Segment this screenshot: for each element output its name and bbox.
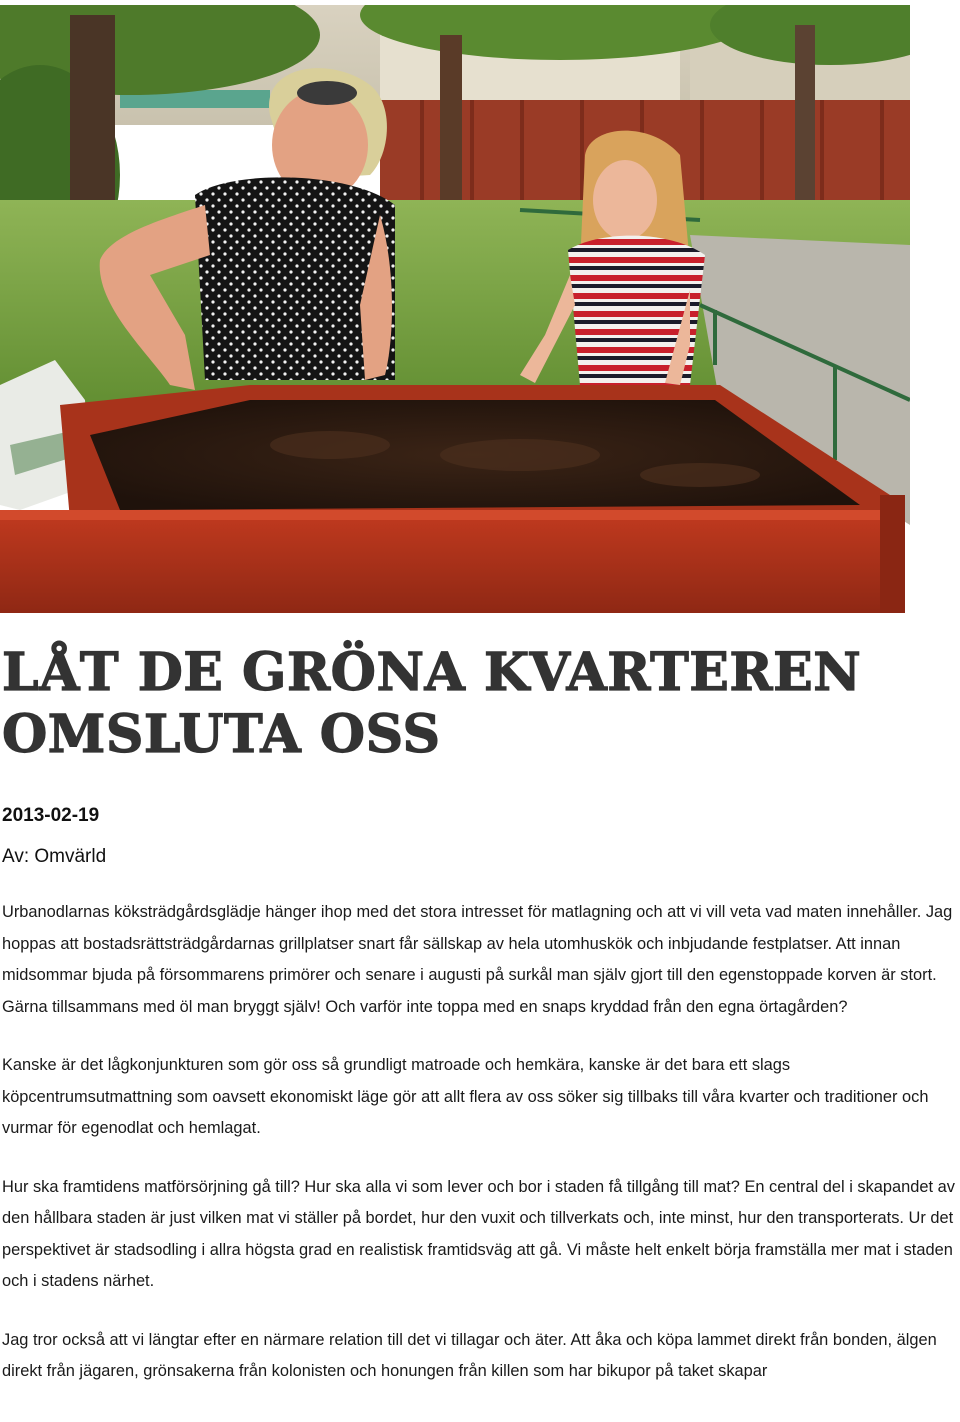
paragraph: Jag tror också att vi längtar efter en närmare relation till det vi tillagar och äter. Att åka och köpa lammet direkt från bonden, älgen direkt från jägaren, grönsakerna från kolonisten och honungen från killen som har bikupor på taket skapar	[2, 1330, 937, 1380]
article-title: LÅT DE GRÖNA KVARTEREN OMSLUTA OSS	[2, 642, 862, 765]
paragraph: Urbanodlarnas köksträdgårdsglädje hänger ihop med det stora intresset för matlagning och att vi vill veta vad maten innehåller. Jag hoppas att bostadsrättsträdgårdarnas grillplatser snart får sällskap av hela utomhuskök och inbjudande festplatser. Att innan midsommar bjuda på försommarens primörer och senare i augusti på surkål man själv gjort till den egenstoppade korven är stort. Gärna tillsammans med öl man bryggt själv! Och varför inte toppa med en snaps kryddad från den egna örtagården?	[2, 903, 953, 1016]
article-date: 2013-02-19	[2, 805, 100, 826]
article-body	[2, 897, 958, 1415]
article-author: Av: Omvärld	[2, 846, 107, 867]
paragraph: Hur ska framtidens matförsörjning gå till? Hur ska alla vi som lever och bor i staden få tillgång till mat? En central del i skapandet av den hållbara staden är just vilken mat vi ställer på bordet, hur den vuxit och tillverkats och, inte minst, hur den transporterats. Ur det perspektivet är stadsodling i allra högsta grad en realistisk framtidsväg att gå. Vi måste helt enkelt börja framställa mer mat i staden och i stadens närhet.	[2, 1177, 955, 1290]
paragraph: Kanske är det lågkonjunkturen som gör oss så grundligt matroade och hemkära, kanske är det bara ett slags köpcentrumsutmattning som oavsett ekonomiskt läge gör att allt flera av oss söker sig tillbaks till våra kvarter och traditioner och vurmar för egenodlat och hemlagat.	[2, 1056, 929, 1137]
hero-image	[0, 5, 910, 613]
